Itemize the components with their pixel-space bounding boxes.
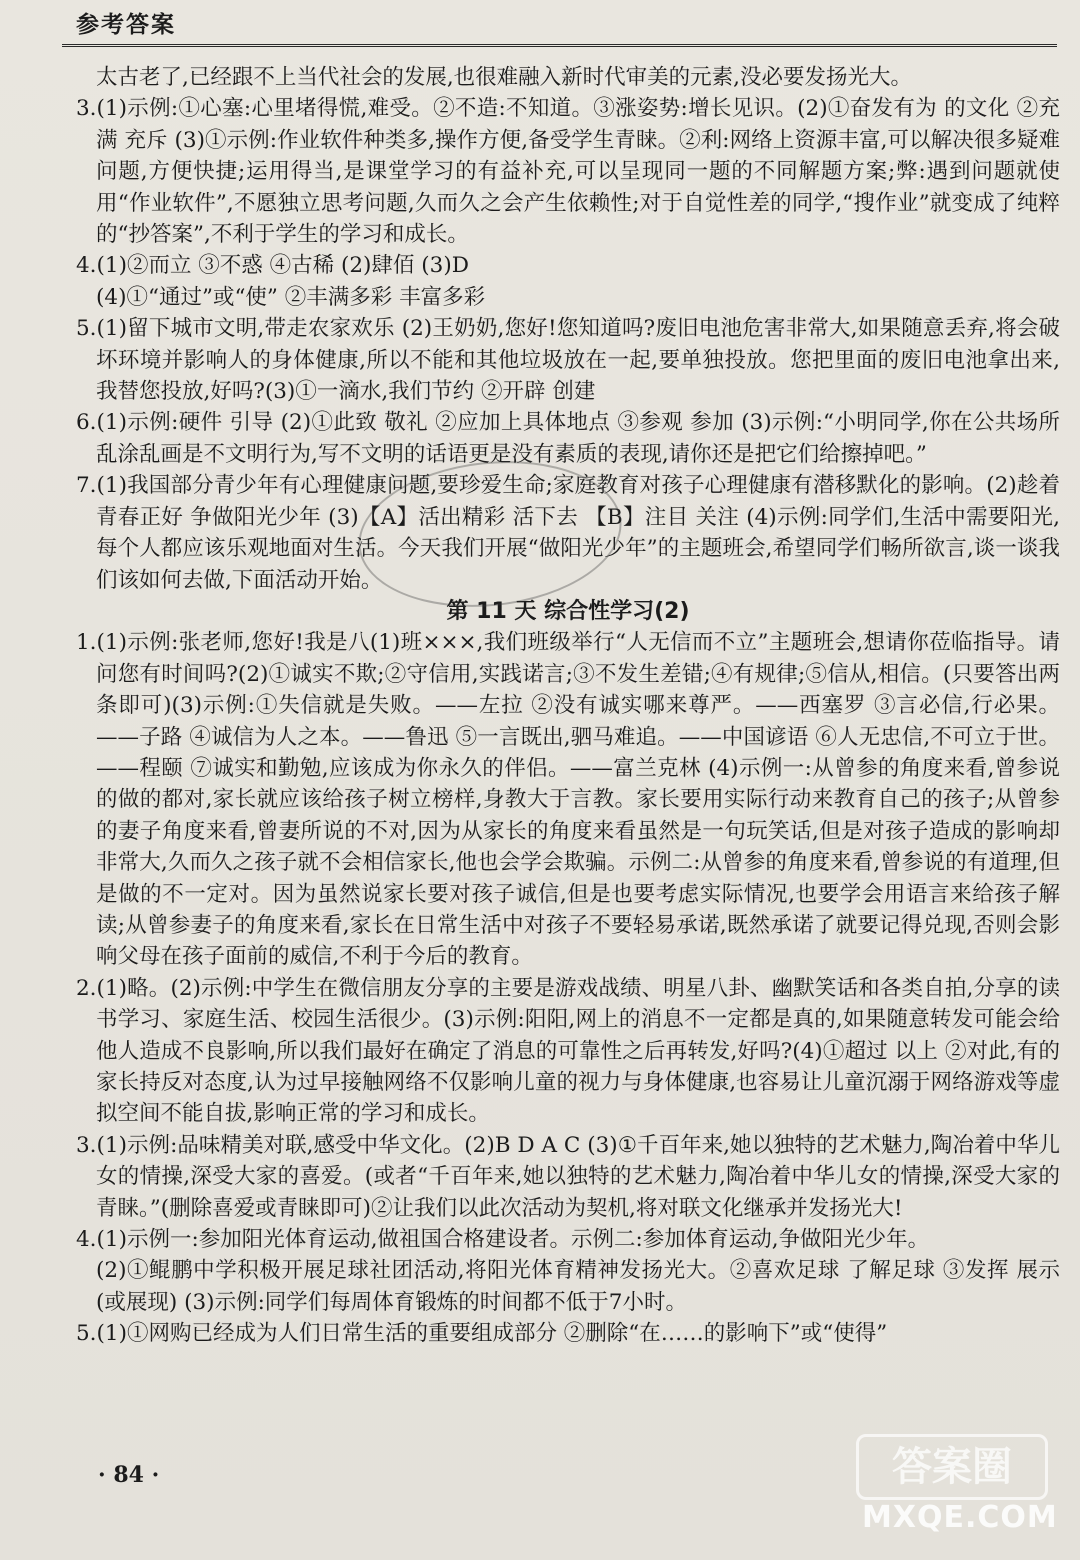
answer-item: 3.(1)示例:①心塞:心里堵得慌,难受。②不造:不知道。③涨姿势:增长见识。(2)①奋发有为 的文化 ②充满 充斥 (3)①示例:作业软件种类多,操作方便,备受学生青睐。②利:网络上资源丰富,可以解决很多疑难问题,方便快捷;运用得当,是课堂学习的有益补充,可以呈现同一题的不同解题方案;弊:遇到问题就使用“作业软件”,不愿独立思考问题,久而久之会产生依赖性;对于自觉性差的同学,“搜作业”就变成了纯粹的“抄答案”,不利于学生的学习和成长。 bbox=[76, 96, 1060, 248]
answer-item: 4.(1)示例一:参加阳光体育运动,做祖国合格建设者。示例二:参加体育运动,争做阳光少年。 bbox=[76, 1227, 930, 1253]
answer-item: 7.(1)我国部分青少年有心理健康问题,要珍爱生命;家庭教育对孩子心理健康有潜移默化的影响。(2)趁着青春正好 争做阳光少年 (3)【A】活出精彩 活下去 【B】注目 关注 (4)示例:同学们,生活中需要阳光,每个人都应该乐观地面对生活。今天我们开展“做阳光少年”的主题班会,希望同学们畅所欲言,谈一谈我们该如何去做,下面活动开始。 bbox=[76, 473, 1060, 593]
answer-continuation: 太古老了,已经跟不上当代社会的发展,也很难融入新时代审美的元素,没必要发扬光大。 bbox=[96, 65, 913, 90]
section-heading: 第 11 天 综合性学习(2) bbox=[446, 598, 690, 624]
watermark-logo bbox=[858, 1434, 1058, 1544]
answer-item: 3.(1)示例:品味精美对联,感受中华文化。(2)B D A C (3)①千百年来,她以独特的艺术魅力,陶冶着中华儿女的情操,深受大家的喜爱。(或者“千百年来,她以独特的艺术魅力,陶冶着中华儿女的情操,深受大家的青睐。”(删除喜爱或青睐即可)②让我们以此次活动为契机,将对联文化继承并发扬光大! bbox=[76, 1132, 1060, 1221]
answer-item: 6.(1)示例:硬件 引导 (2)①此致 敬礼 ②应加上具体地点 ③参观 参加 (3)示例:“小明同学,你在公共场所乱涂乱画是不文明行为,写不文明的话语更是没有素质的表现,请你还是把它们给擦掉吧。” bbox=[76, 410, 1060, 467]
page-header bbox=[62, 0, 1057, 47]
answer-continuation: (2)①鲲鹏中学积极开展足球社团活动,将阳光体育精神发扬光大。②喜欢足球 了解足球 ③发挥 展示(或展现) (3)示例:同学们每周体育锻炼的时间都不低于7小时。 bbox=[96, 1258, 1060, 1315]
answer-content bbox=[76, 62, 1060, 1350]
watermark-url: MXQE.COM bbox=[862, 1500, 1058, 1535]
answer-continuation: (4)①“通过”或“使” ②丰满多彩 丰富多彩 bbox=[96, 284, 486, 310]
answer-item: 2.(1)略。(2)示例:中学生在微信朋友分享的主要是游戏战绩、明星八卦、幽默笑话和各类自拍,分享的读书学习、家庭生活、校园生活很少。(3)示例:阳阳,网上的消息不一定都是真的,如果随意转发可能会给他人造成不良影响,所以我们最好在确定了消息的可靠性之后再转发,好吗?(4)①超过 以上 ②对此,有的家长持反对态度,认为过早接触网络不仅影响儿童的视力与身体健康,也容易让儿童沉溺于网络游戏等虚拟空间不能自拔,影响正常的学习和成长。 bbox=[76, 975, 1060, 1127]
watermark-label: 答案圈 bbox=[856, 1434, 1048, 1500]
answer-item: 5.(1)①网购已经成为人们日常生活的重要组成部分 ②删除“在……的影响下”或“使得” bbox=[76, 1321, 888, 1347]
answer-item: 4.(1)②而立 ③不惑 ④古稀 (2)肆佰 (3)D bbox=[76, 253, 469, 279]
page-number: · 84 · bbox=[98, 1462, 160, 1488]
answer-item: 1.(1)示例:张老师,您好!我是八(1)班×××,我们班级举行“人无信而不立”主题班会,想请你莅临指导。请问您有时间吗?(2)①诚实不欺;②守信用,实践诺言;③不发生差错;④有规律;⑤信从,相信。(只要答出两条即可)(3)示例:①失信就是失败。——左拉 ②没有诚实哪来尊严。——西塞罗 ③言必信,行必果。——子路 ④诚信为人之本。——鲁迅 ⑤一言既出,驷马难追。——中国谚语 ⑥人无忠信,不可立于世。——程颐 ⑦诚实和勤勉,应该成为你永久的伴侣。——富兰克林 (4)示例一:从曾参的角度来看,曾参说的做的都对,家长就应该给孩子树立榜样,身教大于言教。家长要用实际行动来教育自己的孩子;从曾参的妻子角度来看,曾妻所说的不对,因为从家长的角度来看虽然是一句玩笑话,但是对孩子造成的影响却非常大,久而久之孩子就不会相信家长,他也会学会欺骗。示例二:从曾参的角度来看,曾参说的有道理,但是做的不一定对。因为虽然说家长要对孩子诚信,但是也要考虑实际情况,也要学会用语言来给孩子解读;从曾参妻子的角度来看,家长在日常生活中对孩子不要轻易承诺,既然承诺了就要记得兑现,否则会影响父母在孩子面前的威信,不利于今后的教育。 bbox=[76, 630, 1060, 970]
header-title: 参考答案 bbox=[76, 12, 176, 38]
answer-item: 5.(1)留下城市文明,带走农家欢乐 (2)王奶奶,您好!您知道吗?废旧电池危害非常大,如果随意丢弃,将会破坏环境并影响人的身体健康,所以不能和其他垃圾放在一起,要单独投放。您把里面的废旧电池拿出来,我替您投放,好吗?(3)①一滴水,我们节约 ②开辟 创建 bbox=[76, 316, 1060, 405]
